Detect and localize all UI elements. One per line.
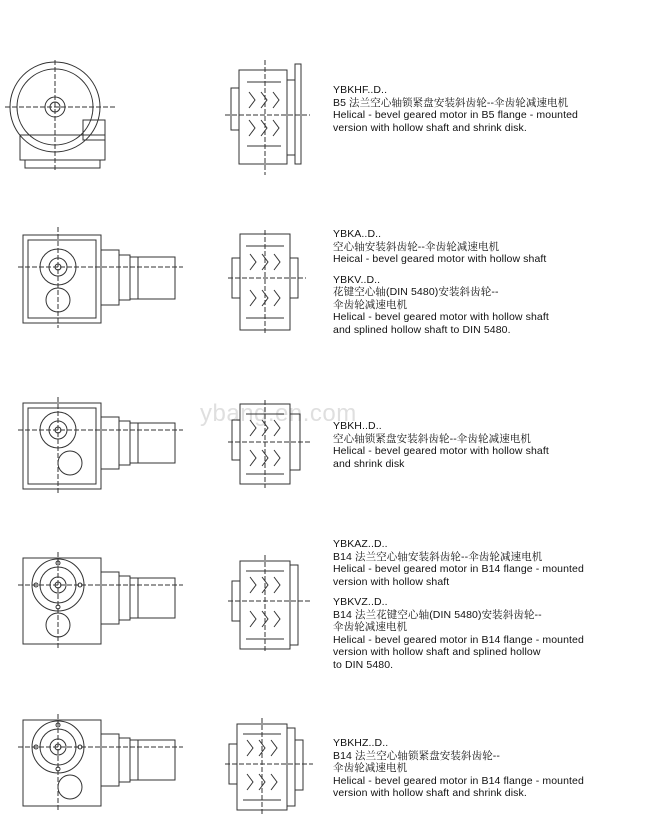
model-code: YBKV..D.. <box>333 273 381 286</box>
description-line: B14 法兰花键空心轴(DIN 5480)安装斜齿轮-- <box>333 608 542 621</box>
description-line: 空心轴锁紧盘安装斜齿轮--伞齿轮减速电机 <box>333 432 531 445</box>
description-block-3 <box>333 420 645 470</box>
description-line: version with hollow shaft and shrink disk. <box>333 787 527 799</box>
description-line: 伞齿轮减速电机 <box>333 298 408 311</box>
front-view-drawing-3 <box>18 395 188 495</box>
description-line: Heical - bevel geared motor with hollow shaft <box>333 253 547 265</box>
description-line: 空心轴安装斜齿轮--伞齿轮减速电机 <box>333 240 500 253</box>
description-line: Helical - bevel geared motor in B14 flange - mounted <box>333 633 584 646</box>
side-view-drawing-5 <box>225 718 315 818</box>
model-code: YBKA..D.. <box>333 228 382 240</box>
description-line: Helical - bevel geared motor with hollow shaft <box>333 445 549 457</box>
description-line: Helical - bevel geared motor in B5 flange - mounted <box>333 109 578 121</box>
side-view-drawing-1 <box>225 60 315 180</box>
description-block-2 <box>333 228 645 336</box>
description-block-4 <box>333 538 645 671</box>
model-code: YBKHZ..D.. <box>333 737 389 749</box>
description-line: version with hollow shaft and splined hollow <box>333 646 541 658</box>
description-line: Helical - bevel geared motor in B14 flange - mounted <box>333 774 584 787</box>
description-line: 伞齿轮减速电机 <box>333 621 408 633</box>
description-line: Helical - bevel geared motor with hollow shaft <box>333 311 549 323</box>
front-view-drawing-4 <box>18 550 188 650</box>
front-view-drawing-5 <box>18 712 188 812</box>
side-view-drawing-3 <box>228 400 313 490</box>
description-line: B5 法兰空心轴锁紧盘安装斜齿轮--伞齿轮减速电机 <box>333 96 569 109</box>
description-block-5 <box>333 737 645 800</box>
description-line: Helical - bevel geared motor in B14 flange - mounted <box>333 563 584 575</box>
description-line: version with hollow shaft <box>333 575 450 588</box>
description-line: 花键空心轴(DIN 5480)安装斜齿轮-- <box>333 286 499 298</box>
description-block-1 <box>333 84 645 134</box>
model-code: YBKAZ..D.. <box>333 538 388 550</box>
description-line: B14 法兰空心轴安装斜齿轮--伞齿轮减速电机 <box>333 550 543 563</box>
description-line: and shrink disk <box>333 457 405 470</box>
description-line: and splined hollow shaft to DIN 5480. <box>333 323 511 336</box>
description-line: to DIN 5480. <box>333 658 394 671</box>
side-view-drawing-4 <box>228 555 313 655</box>
model-code: YBKH..D.. <box>333 420 382 432</box>
description-line: B14 法兰空心轴锁紧盘安装斜齿轮-- <box>333 749 500 762</box>
front-view-drawing-2 <box>18 225 188 330</box>
front-view-drawing-1 <box>5 60 120 175</box>
watermark-text: ybang.en.com <box>200 400 357 427</box>
description-line: 伞齿轮减速电机 <box>333 762 408 774</box>
model-code: YBKHF..D.. <box>333 84 388 96</box>
side-view-drawing-2 <box>228 230 308 335</box>
description-line: version with hollow shaft and shrink disk. <box>333 121 527 134</box>
model-code: YBKVZ..D.. <box>333 596 388 608</box>
